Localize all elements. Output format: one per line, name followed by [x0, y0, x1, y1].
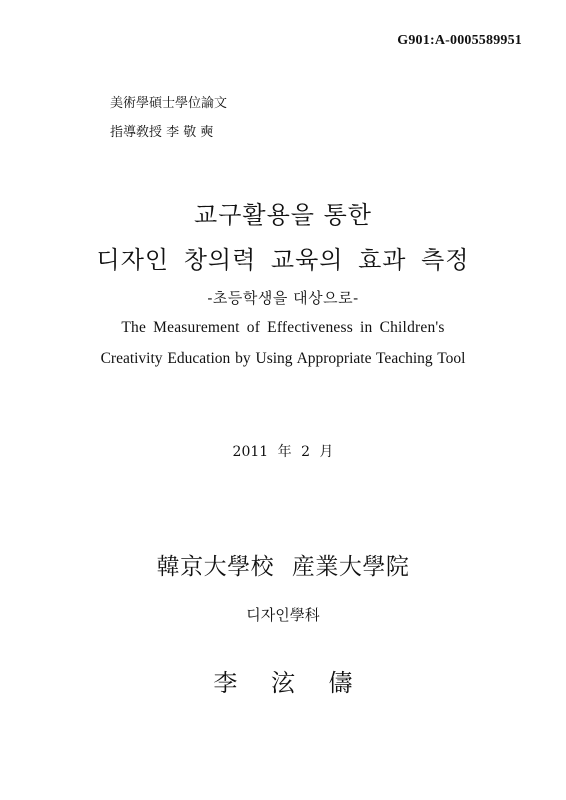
department-name: 디자인學科: [246, 606, 320, 624]
title-korean-line1: 교구활용을 통한: [194, 201, 372, 229]
author-name: 李 泫 儔: [213, 669, 353, 697]
title-english-line2: Creativity Education by Using Appropriate Teaching Tool: [100, 350, 466, 367]
title-english-line1: The Measurement of Effectiveness in Children's: [121, 319, 445, 336]
degree-line: 美術學碩士學位論文: [110, 96, 228, 111]
submission-date: 2011 年 2 月: [232, 444, 334, 460]
advisor-line: 指導敎授 李 敬 奭: [110, 125, 214, 140]
title-korean-line2: 디자인 창의력 교육의 효과 측정: [96, 246, 470, 274]
university-name: 韓京大學校 産業大學院: [156, 554, 410, 580]
subtitle-korean: -초등학생을 대상으로-: [207, 289, 359, 307]
document-id: G901:A-0005589951: [397, 33, 522, 48]
